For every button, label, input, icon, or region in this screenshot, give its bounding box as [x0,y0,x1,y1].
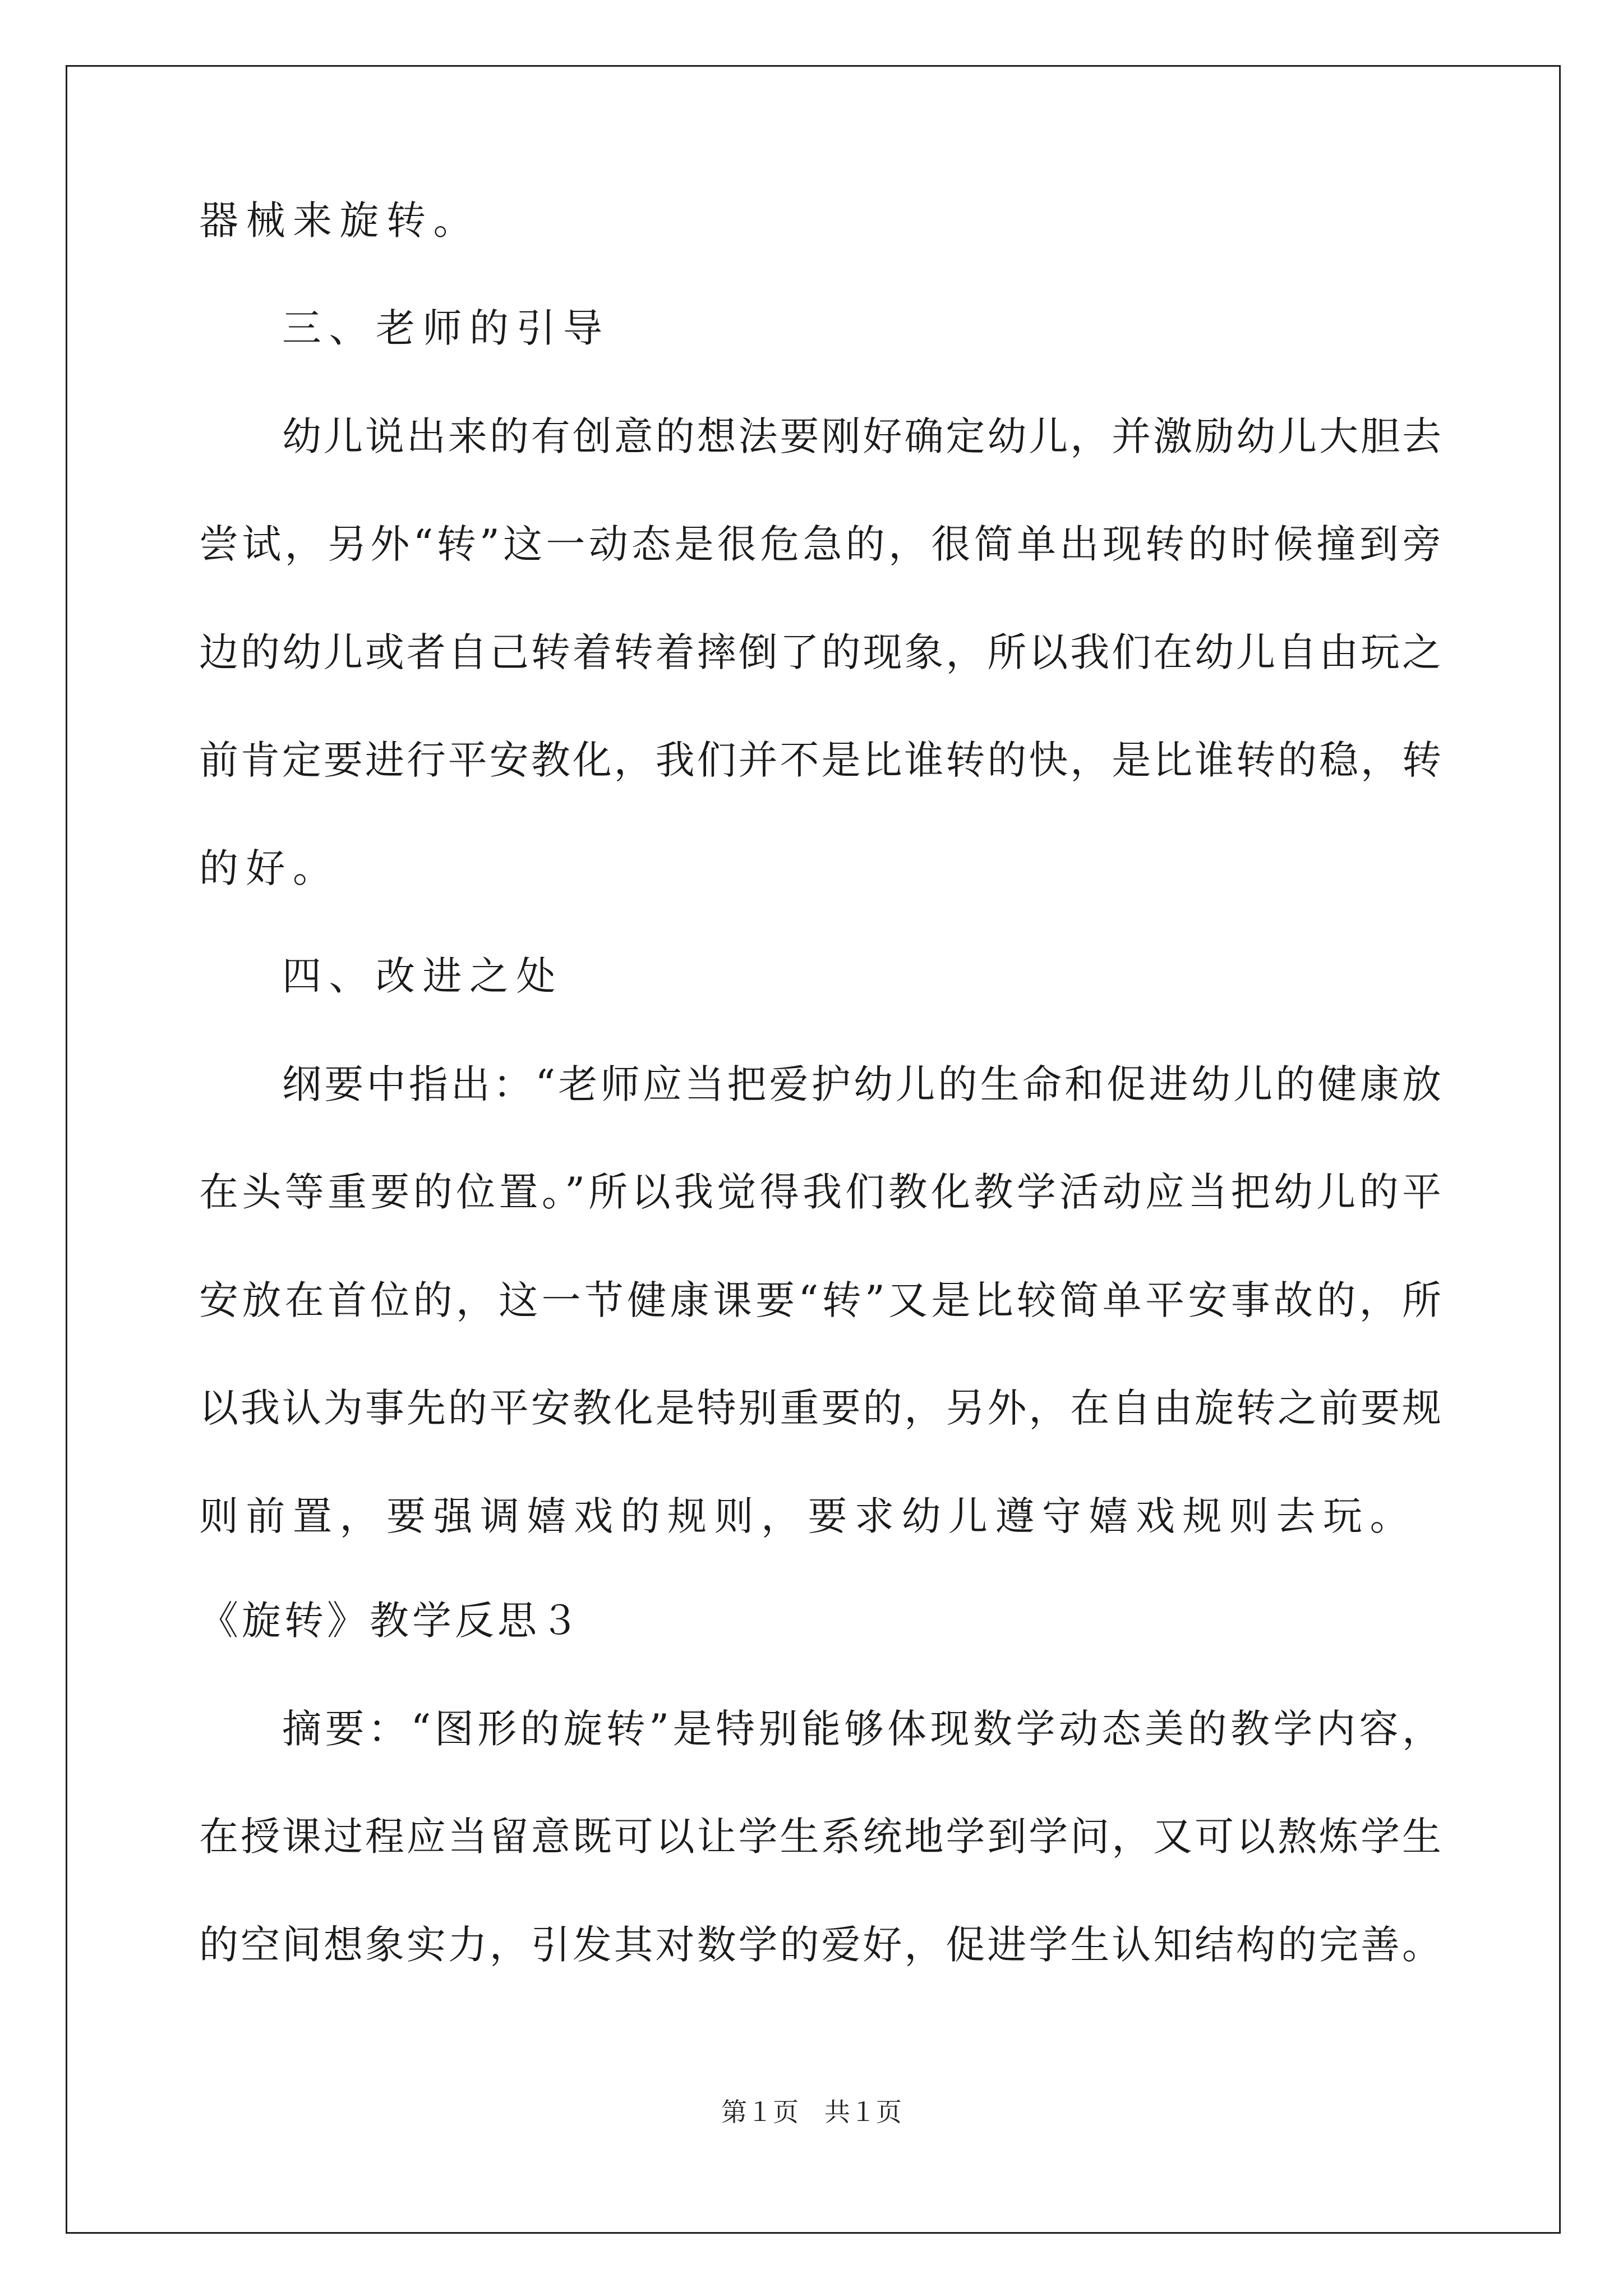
section-heading: 三、老师的引导 [282,305,610,351]
page-number: 第１页 共１页 [721,2097,902,2127]
paragraph-line: 幼儿说出来的有创意的想法要刚好确定幼儿，并激励幼儿大胆去 [282,413,1441,459]
paragraph-line: 摘要：“图形的旋转”是特别能够体现数学动态美的教学内容， [282,1706,1441,1752]
paragraph-line: 器械来旋转。 [199,197,480,243]
paragraph-line: 在头等重要的位置。”所以我觉得我们教化教学活动应当把幼儿的平 [199,1169,1441,1215]
section-heading: 四、改进之处 [282,953,563,999]
paragraph-line: 安放在首位的，这一节健康课要“转”又是比较简单平安事故的，所 [199,1277,1441,1323]
paragraph-line: 尝试，另外“转”这一动态是很危急的，很简单出现转的时候撞到旁 [199,521,1441,567]
page-border [66,65,1561,2234]
paragraph-line: 的好。 [199,845,340,891]
paragraph-line: 以我认为事先的平安教化是特别重要的，另外，在自由旋转之前要规 [199,1385,1441,1431]
paragraph-line: 纲要中指出：“老师应当把爱护幼儿的生命和促进幼儿的健康放 [282,1061,1441,1107]
paragraph-line: 在授课过程应当留意既可以让学生系统地学到学问，又可以熬炼学生 [199,1814,1441,1860]
paragraph-line: 边的幼儿或者自己转着转着摔倒了的现象，所以我们在幼儿自由玩之 [199,629,1441,675]
paragraph-line: 则前置，要强调嬉戏的规则，要求幼儿遵守嬉戏规则去玩。 [199,1493,1417,1539]
article-title: 《旋转》教学反思３ [199,1598,583,1644]
paragraph-line: 前肯定要进行平安教化，我们并不是比谁转的快，是比谁转的稳，转 [199,737,1441,783]
page-footer [0,2095,1623,2129]
paragraph-line: 的空间想象实力，引发其对数学的爱好，促进学生认知结构的完善。 [199,1922,1441,1968]
